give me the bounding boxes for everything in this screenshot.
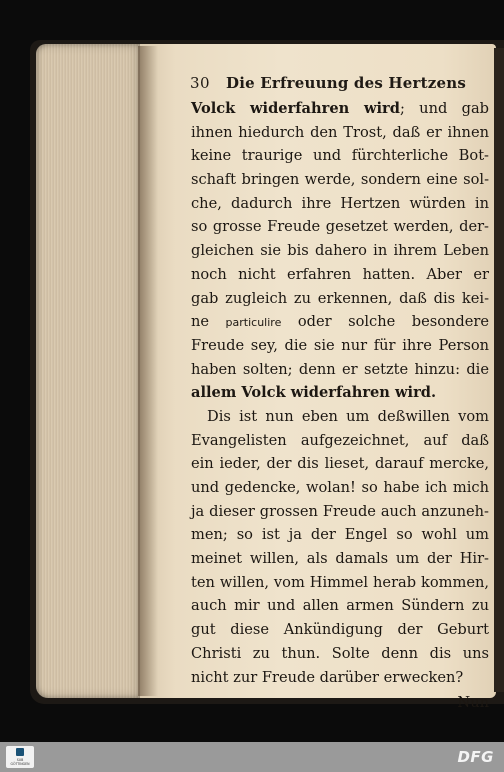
text-line: Christi zu thun. Solte denn dis uns bbox=[191, 644, 489, 662]
text-line: ja dieser grossen Freude auch anzuneh- bbox=[191, 502, 489, 520]
text-line: auch mir und allen armen Sündern zu bbox=[191, 597, 489, 615]
page-number: 30 bbox=[190, 74, 211, 92]
text-line: Freude sey, die sie nur für ihre Person bbox=[191, 336, 489, 354]
running-head: Die Erfreuung des Hertzens bbox=[226, 74, 466, 92]
text-line bbox=[191, 97, 489, 121]
text-line: ihnen hiedurch den Trost, daß er ihnen bbox=[191, 123, 489, 141]
library-logo-text: SUB GÖTTINGEN bbox=[10, 758, 30, 766]
catchword: Nun bbox=[457, 694, 489, 712]
text-line: und gedencke, wolan! so habe ich mich bbox=[191, 479, 489, 496]
text-line: gleichen sie bis dahero in ihrem Leben bbox=[191, 242, 489, 260]
text-line: che, dadurch ihre Hertzen würden in bbox=[191, 194, 489, 212]
text-line: keine traurige und fürchterliche Bot- bbox=[191, 147, 489, 165]
text-line: meinet willen, als damals um der Hir- bbox=[191, 550, 489, 568]
emphasis-text: Volck widerfahren wird bbox=[191, 100, 400, 117]
text-line: men; so ist ja der Engel so wohl um bbox=[191, 526, 489, 544]
page-edges bbox=[36, 44, 144, 698]
body-text bbox=[191, 97, 489, 713]
text-line: gut diese Ankündigung der Geburt bbox=[191, 621, 489, 639]
text-line: ein ieder, der dis lieset, darauf mercke, bbox=[191, 455, 489, 473]
text-segment: ne bbox=[191, 313, 226, 331]
facing-page-edge bbox=[494, 48, 504, 692]
page-header bbox=[190, 72, 492, 96]
text-line: haben solten; denn er setzte hinzu: die bbox=[191, 360, 489, 378]
library-logo[interactable] bbox=[6, 746, 34, 768]
text-line: nicht zur Freude darüber erwecken? bbox=[191, 668, 464, 686]
text-line: so grosse Freude gesetzet werden, der- bbox=[191, 218, 489, 236]
text-line: Evangelisten aufgezeichnet, auf daß bbox=[191, 431, 489, 449]
dfg-logo[interactable]: DFG bbox=[457, 748, 494, 766]
text-segment: oder solche besondere bbox=[281, 313, 489, 331]
text-line: gab zugleich zu erkennen, daß dis kei- bbox=[191, 289, 489, 307]
text-line: ten willen, vom Himmel herab kommen, bbox=[191, 573, 489, 591]
text-line: allem Volck widerfahren wird. bbox=[191, 384, 437, 402]
text-line: Dis ist nun eben um deßwillen vom bbox=[207, 407, 489, 425]
latin-word: particulire bbox=[225, 316, 282, 330]
catchword-line bbox=[191, 689, 489, 713]
page-gutter bbox=[138, 46, 158, 696]
text-line: noch nicht erfahren hatten. Aber er bbox=[191, 265, 489, 283]
library-logo-icon bbox=[16, 748, 24, 756]
footer-bar bbox=[0, 742, 504, 772]
text-line bbox=[191, 310, 489, 334]
text-segment: ; und gab bbox=[399, 100, 489, 117]
text-line: schaft bringen werde, sondern eine sol- bbox=[191, 171, 489, 189]
